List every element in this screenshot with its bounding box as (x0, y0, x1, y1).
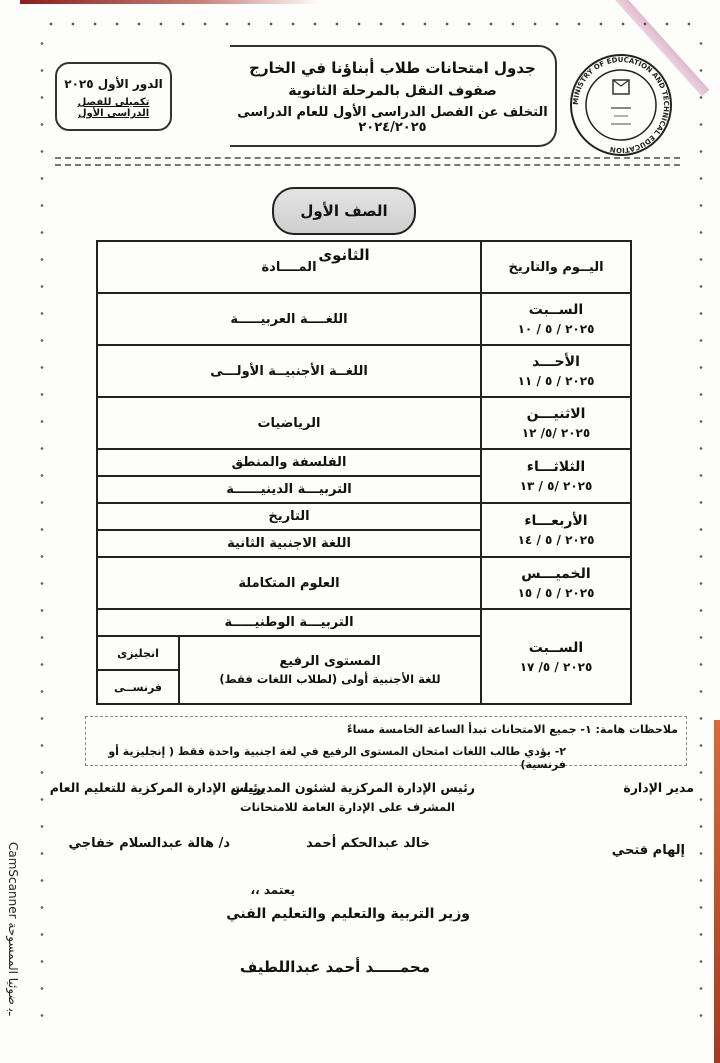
language-option-french: فرنســى (97, 670, 179, 704)
header-separator (55, 157, 680, 166)
header-subject: المــــادة (97, 241, 481, 293)
header-day-date: اليــوم والتاريخ (481, 241, 631, 293)
head-directorates-title: رئيس الإدارة المركزية لشئون المديريات (231, 780, 475, 795)
advanced-level-note: للغة الأجنبية أولى (لطلاب اللغات فقط) (219, 672, 441, 686)
day-label: الأربعـــاء (524, 513, 588, 529)
camscanner-watermark: CamScanner ـﺑ ضوئيا الممسوحة (6, 842, 20, 1016)
important-notes-box (85, 716, 687, 771)
table-row (97, 449, 631, 476)
subject-cell: التربيـــة الدينيــــــة (97, 476, 481, 503)
day-date-cell (481, 609, 631, 704)
table-row (97, 397, 631, 449)
date-label: ٢٠٢٥ /٥ / ١٣ (519, 479, 593, 493)
table-row (97, 345, 631, 397)
subject-cell: اللغــــة العربيـــــة (97, 293, 481, 345)
date-label: ٢٠٢٥ / ٥ / ١١ (517, 374, 595, 388)
date-label: ٢٠٢٥ / ٥/ ١٧ (519, 659, 593, 674)
day-label: الأحـــد (532, 354, 580, 370)
document-title-box (230, 45, 557, 147)
subject-cell: العلوم المتكاملة (97, 557, 481, 609)
table-row (97, 293, 631, 345)
date-label: ٢٠٢٥ / ٥ / ١٤ (517, 533, 595, 547)
language-option-english: انجليزى (97, 636, 179, 670)
minister-name: محمـــــد أحمد عبداللطيف (239, 958, 430, 976)
title-line-1: جدول امتحانات طلاب أبناؤنا في الخارج (249, 59, 536, 77)
head-directorates-name: خالد عبدالحكم أحمد (306, 836, 430, 851)
dotted-border-left (38, 30, 46, 1040)
advanced-level-title: المستوى الرفيع (279, 654, 381, 669)
advanced-level-cell (179, 636, 481, 704)
day-date-cell (481, 503, 631, 557)
minister-title: وزير التربية والتعليم والتعليم الفني (226, 906, 470, 922)
paper-edge-strip-right (714, 720, 720, 1063)
day-date-cell (481, 557, 631, 609)
day-date-cell (481, 397, 631, 449)
ministry-seal-logo (566, 50, 676, 160)
subject-cell: اللغة الاجنبية الثانية (97, 530, 481, 557)
approval-label: يعتمد ،، (250, 883, 295, 897)
subject-cell: اللغــة الأجنبيــة الأولـــى (97, 345, 481, 397)
class-name-badge: الصف الأول الثانوى (272, 187, 416, 235)
exam-round-box (55, 62, 172, 131)
table-row (97, 503, 631, 530)
day-date-cell (481, 293, 631, 345)
director-title: مدير الإدارة (623, 780, 694, 795)
seal-text: MINISTRY OF EDUCATION AND TECHNICAL EDUCATION (571, 55, 671, 155)
table-row (97, 609, 631, 636)
day-label: الســبت (528, 302, 584, 318)
subject-cell: الفلسفة والمنطق (97, 449, 481, 476)
round-label: الدور الأول ٢٠٢٥ (64, 77, 163, 91)
subject-cell: التربيـــة الوطنيـــــة (97, 609, 481, 636)
day-label: الثلاثـــاء (526, 459, 586, 475)
date-label: ٢٠٢٥ / ٥ / ١٠ (517, 322, 595, 336)
exam-schedule-table (96, 240, 632, 705)
note-2: ٢- يؤدي طالب اللغات امتحان المستوى الرفيع في لغة اجنبية واحدة فقط ( إنجليزية أو فرنسية) (108, 745, 566, 771)
paper-edge-strip (20, 0, 320, 4)
director-name: إلهام فتحي (611, 843, 685, 858)
day-date-cell (481, 449, 631, 503)
head-directorates-subtitle: المشرف على الإدارة العامة للامتحانات (240, 800, 455, 814)
title-line-3: التخلف عن الفصل الدراسى الأول للعام الدراسى ٢٠٢٤/٢٠٢٥ (237, 105, 548, 135)
day-label: الســبت (528, 639, 584, 656)
day-label: الاثنيـــن (526, 406, 586, 422)
note-1: ملاحظات هامة: ١- جميع الامتحانات تبدأ الساعة الخامسة مساءً (346, 723, 678, 736)
title-line-2: صفوف النقل بالمرحلة الثانوية (288, 83, 497, 99)
head-general-name: د/ هالة عبدالسلام خفاجي (68, 836, 230, 851)
subject-cell: الرياضيات (97, 397, 481, 449)
table-row (97, 557, 631, 609)
dotted-border-right (697, 30, 705, 1040)
subject-cell: التاريخ (97, 503, 481, 530)
date-label: ٢٠٢٥ /٥/ ١٢ (521, 426, 591, 440)
day-label: الخميـــس (521, 566, 591, 582)
table-header-row (97, 241, 631, 293)
dotted-border-top (40, 20, 700, 28)
date-label: ٢٠٢٥ / ٥ / ١٥ (517, 586, 595, 600)
day-date-cell (481, 345, 631, 397)
head-general-title: رئيس الإدارة المركزية للتعليم العام (49, 780, 265, 795)
round-subtitle: تكميلى للفصل الدراسى الأول (77, 97, 150, 119)
